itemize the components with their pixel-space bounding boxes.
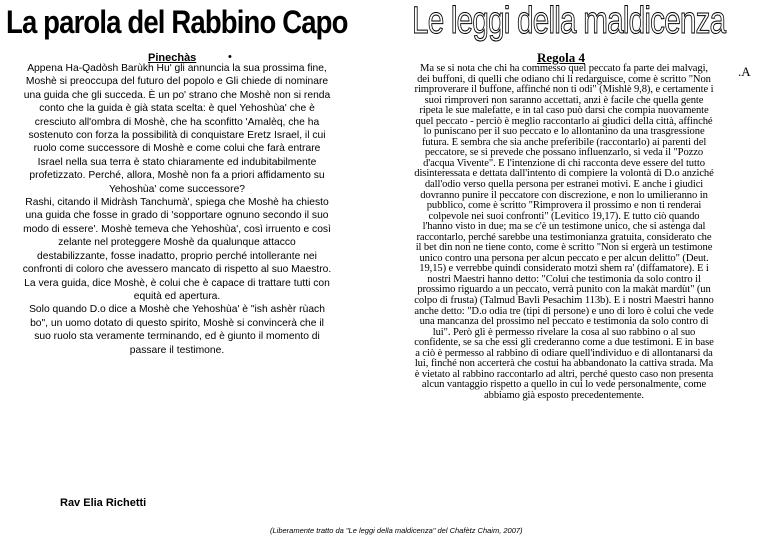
- article-paragraph: Rashi, citando il Midràsh Tanchumà', spiega che Moshè ha chiesto una guida che fosse in grado di 'sopportare ognuno secondo il suo modo di essere'. Moshè temeva che Yehoshùa', così irruento e così zelante nel proteggere Moshè da qualunque attacco destabilizzante, fosse inadatto, proprio perché intollerante nei confronti di coloro che avessero mancato di rispetto al suo Maestro. La vera guida, dice Moshè, è colui che è capace di trattare tutti con equità ed apertura.: [22, 197, 332, 302]
- rule-heading: Regola 4: [537, 50, 586, 65]
- article-paragraph: Appena Ha-Qadòsh Barùkh Hu' gli annuncia la sua prossima fine, Moshè si preoccupa del futuro del popolo e Gli chiede di nominare una guida che gli succeda. È un po' strano che Moshè non si renda conto che la guida è già stata scelta: è quel Yehoshùa' che è cresciuto all'ombra di Moshè, che ha sconfitto 'Amalèq, che ha sostenuto con forza la possibilità di conquistare Eretz Israel, il cui ruolo come successore di Moshè e come colui che farà entrare Israel nella sua terra è stato chiaramente ed indubitabilmente profetizzato. Perché, allora, Moshè non fa a priori affidamento su Yehoshùa' come successore?: [23, 63, 331, 195]
- bullet-icon: •: [228, 51, 232, 63]
- parasha-heading: Pinechàs: [148, 52, 197, 64]
- rabbi-article: [22, 62, 332, 357]
- article-author: Rav Elia Richetti: [60, 497, 147, 509]
- rule-text: [414, 64, 714, 402]
- source-credit: (Liberamente tratto da "Le leggi della maldicenza" del Chafètz Chaim, 2007): [270, 526, 523, 535]
- rule-body: Ma se si nota che chi ha commesso quel peccato fa parte dei malvagi, dei buffoni, di quelli che odiano chi li redarguisce, come è scritto "Non rimproverare il buffone, affinché non ti odi" (Mishlè 9,8), e certamente i suoi rimproveri non saranno accettati, anzi è facile che quella gente ripeta le sue malefatte, e in tal caso può darsi che compia nuovamente quel peccato - perciò è meglio raccontarlo ai giudici della città, affinché lo puniscano per il suo peccato e lo allontanino da una trasgressione futura. E sembra che sia anche preferibile (raccontarlo) ai parenti del peccatore, se si prevede che possano influenzarlo, si veda il "Pozzo d'acqua Vivente". E l'intenzione di chi racconta deve essere del tutto disinteressata e dettata dall'intento di compiere la volontà di D.o anziché dall'odio verso quella persona per estranei motivi. E anche i giudici dovranno punire il peccatore con discrezione, e non lo umilieranno in pubblico, come è scritto "Rimprovera il prossimo e non ti renderai colpevole nei suoi confronti" (Levitico 19,17). E tutto ciò quando l'hanno visto in due; ma se c'è un testimone unico, che si astenga dal raccontarlo, perché sarebbe una testimonianza gratuita, considerato che il bet din non ne tiene conto, come è scritto "Non si ergerà un testimone unico contro una persona per alcun peccato e per alcun delitto" (Deut. 19,15) e verrebbe quindi considerato motzì shem ra' (diffamatore). E i nostri Maestri hanno detto: "Colui che testimonia da solo contro il prossimo riguardo a un peccato, verrà punito con la makàt mardùt" (un colpo di frusta) (Talmud Bavlì Pesachim 113b). E i nostri Maestri hanno anche detto: "D.o odia tre (tipi di persone) e uno di loro è colui che vede una mancanza del prossimo nel peccato e testimonia da solo contro di lui". Però gli è permesso rivelare la cosa al suo rabbino o al suo confidente, se sa che essi gli crederanno come a due testimoni. E in base a ciò è permesso al rabbino di odiare quell'individuo e di allontanarsi da lui, finché non accerterà che costui ha abbandonato la cattiva strada. Ma è vietato al rabbino raccontarlo ad altri, perché questo caso non presenta alcun vantaggio rispetto a quello in cui lo vede personalmente, come abbiamo già esposto precedentemente.: [414, 63, 714, 401]
- article-paragraph: Solo quando D.o dice a Moshè che Yehoshùa' è "ish ashèr rùach bo", un uomo dotato di questo spirito, Moshè si convincerà che il suo ruolo sta veramente terminando, ed è giunto il momento di passare il testimone.: [29, 304, 325, 356]
- left-column-title: La parola del Rabbino Capo: [6, 4, 348, 40]
- right-column-title: Le leggi della maldicenza: [412, 0, 726, 42]
- side-letter: .A: [738, 64, 751, 79]
